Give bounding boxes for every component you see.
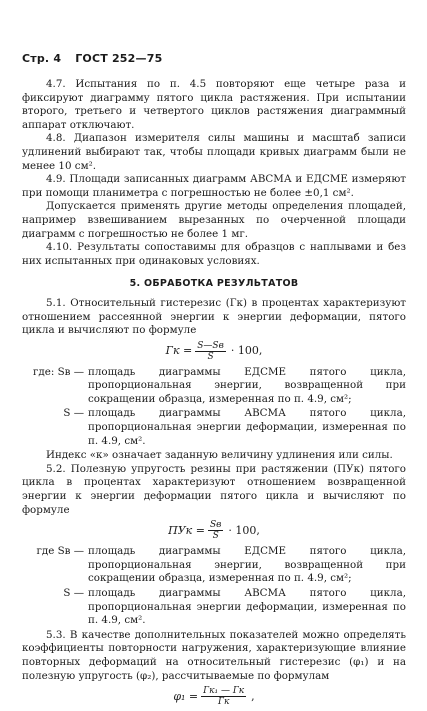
formula-numerator: Sв bbox=[209, 520, 222, 531]
paragraph-4-7: 4.7. Испытания по п. 4.5 повторяют еще четыре раза и фиксируют диаграмму пятого цикла растяжения. При испытании второго, третьего и четвертого циклов растяжения диаграммный аппарат отключают. bbox=[22, 78, 406, 131]
formula-fraction bbox=[195, 341, 226, 362]
paragraph-5-3: 5.3. В качестве дополнительных показателей можно определять коэффициенты повторности нагружения, характеризующие влияние повторных деформаций на относительный гистерезис (φ₁) и на полезную упругость (φ₂), рассчитываемые по формулам bbox=[22, 628, 406, 682]
formula-elasticity bbox=[22, 520, 406, 541]
definition-label: S — bbox=[63, 407, 84, 420]
formula-denominator: S bbox=[207, 351, 214, 362]
formula-hysteresis bbox=[22, 341, 406, 362]
paragraph-5-1: 5.1. Относительный гистерезис (Гк) в процентах характеризуют отношением рассеянной энергии к энергии деформации, пятого цикла и вычисляют по формуле bbox=[22, 296, 406, 337]
paragraph-4-10: 4.10. Результаты сопоставимы для образцов с наплывами и без них испытанных при одинаковых условиях. bbox=[22, 241, 406, 267]
definition-row bbox=[22, 545, 406, 586]
formula-numerator: S—Sв bbox=[197, 340, 224, 351]
standard-number: ГОСТ 252—75 bbox=[75, 52, 163, 65]
formula-fraction bbox=[208, 520, 223, 541]
index-note: Индекс «к» означает заданную величину удлинения или силы. bbox=[46, 449, 393, 462]
formula-numerator: Гк₁ — Гк bbox=[203, 686, 245, 697]
formula-tail: · 100, bbox=[230, 344, 263, 358]
paragraph-4-9-alt: Допускается применять другие методы определения площадей, например взвешиванием вырезанных по очерченной площади диаграмм с погрешностью не более 1 мг. bbox=[22, 200, 406, 240]
page-body bbox=[22, 78, 406, 711]
definition-label: где Sв — bbox=[36, 545, 84, 558]
definition-row bbox=[22, 407, 406, 448]
formula-fraction bbox=[201, 686, 246, 707]
definition-row bbox=[22, 587, 406, 628]
formula-denominator: S bbox=[212, 531, 219, 542]
formula-repeat-coefficient bbox=[22, 686, 406, 707]
definition-label: где: Sв — bbox=[33, 365, 84, 378]
formula-lhs: ПУк = bbox=[168, 523, 205, 537]
definition-text: площадь диаграммы АВСМА пятого цикла, пропорциональная энергии деформации, измеренная по п. 4.9, см². bbox=[88, 587, 406, 627]
definition-text: площадь диаграммы ЕДСМЕ пятого цикла, пропорциональная энергии, возвращенной при сокращении образца, измеренная по п. 4.9, см²; bbox=[88, 365, 406, 405]
formula-lhs: φ₁ = bbox=[173, 689, 199, 703]
page-header bbox=[22, 52, 162, 65]
section-title: 5. ОБРАБОТКА РЕЗУЛЬТАТОВ bbox=[129, 278, 299, 290]
formula-denominator: Гк bbox=[217, 697, 230, 708]
formula-tail: , bbox=[251, 689, 255, 703]
definition-label: S — bbox=[63, 587, 84, 599]
formula-tail: · 100, bbox=[228, 523, 260, 537]
paragraph-4-8: 4.8. Диапазон измерителя силы машины и масштаб записи удлинений выбирают так, чтобы площади кривых диаграмм были не менее 10 см². bbox=[22, 132, 406, 172]
formula-lhs: Гк = bbox=[165, 344, 193, 358]
definition-row bbox=[22, 366, 406, 407]
definition-text: площадь диаграммы ЕДСМЕ пятого цикла, пропорциональная энергии, возвращенной при сокращении образца, измеренная по п. 4.9, см²; bbox=[88, 545, 406, 585]
definition-text: площадь диаграммы АВСМА пятого цикла, пропорциональная энергии деформации, измеренная по п. 4.9, см². bbox=[88, 407, 406, 447]
paragraph-5-2: 5.2. Полезную упругость резины при растяжении (ПУк) пятого цикла в процентах характеризуют отношением возвращенной энергии к энергии деформации пятого цикла и вычисляют по формуле bbox=[22, 462, 406, 516]
page-number: Стр. 4 bbox=[22, 52, 62, 65]
paragraph-4-9: 4.9. Площади записанных диаграмм АВСМА и ЕДСМЕ измеряют при помощи планиметра с погрешностью не более ±0,1 см². bbox=[22, 173, 406, 199]
